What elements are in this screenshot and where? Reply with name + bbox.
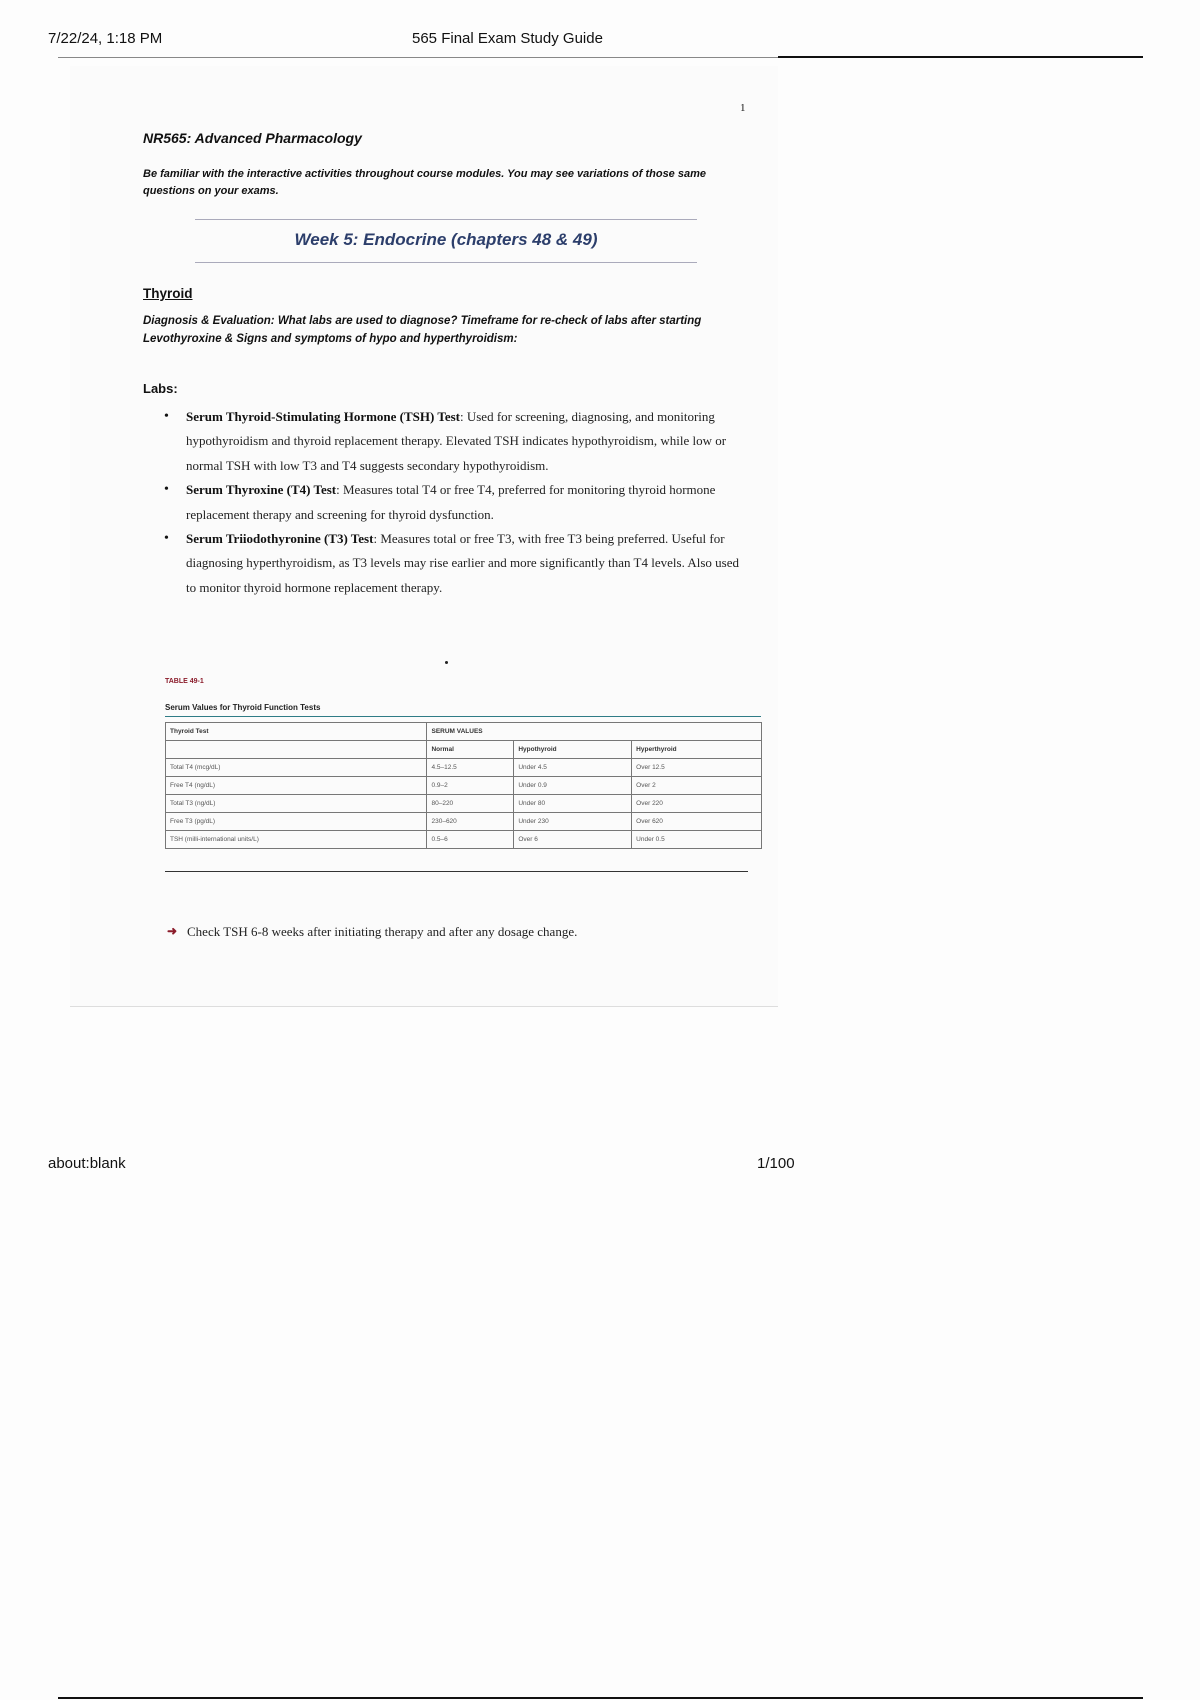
table-header: Thyroid Test	[166, 723, 427, 741]
table-cell: Free T4 (ng/dL)	[166, 777, 427, 795]
table-cell: Under 4.5	[514, 759, 632, 777]
exam-note: Be familiar with the interactive activities throughout course modules. You may see variations of those same questions on your exams.	[143, 168, 706, 197]
course-title: NR565: Advanced Pharmacology	[143, 130, 362, 146]
lab-description: : Used for screening, diagnosing, and monitoring hypothyroidism and thyroid replacement therapy. Elevated TSH indicates hypothyroidism, while low or normal TSH with low T3 and T4 suggests secondary hypothyroidism.	[186, 409, 727, 473]
table-cell: 230–620	[427, 813, 514, 831]
table-label: TABLE 49-1	[165, 678, 204, 685]
print-datetime: 7/22/24, 1:18 PM	[48, 30, 163, 47]
table-cell: Under 80	[514, 795, 632, 813]
table-cell: Under 0.9	[514, 777, 632, 795]
lab-description: : Measures total T4 or free T4, preferred for monitoring thyroid hormone replacement therapy and screening for thyroid dysfunction.	[186, 482, 716, 522]
lab-term: Serum Thyroxine (T4) Test	[186, 482, 337, 498]
week-heading: Week 5: Endocrine (chapters 48 & 49)	[294, 230, 598, 249]
footer-divider	[58, 1697, 1143, 1699]
list-item	[160, 405, 750, 478]
table-row	[166, 795, 762, 813]
table-row	[166, 831, 762, 849]
table-cell: Over 220	[632, 795, 762, 813]
table-cell: 80–220	[427, 795, 514, 813]
table-cell: 4.5–12.5	[427, 759, 514, 777]
print-url: about:blank	[48, 1155, 126, 1172]
table-cell: Total T3 (ng/dL)	[166, 795, 427, 813]
labs-list	[160, 405, 750, 600]
table-row	[166, 759, 762, 777]
table-title-rule	[165, 716, 761, 717]
stray-dot	[445, 661, 448, 664]
table-cell: Over 620	[632, 813, 762, 831]
table-row	[166, 723, 762, 741]
table-bottom-rule	[165, 871, 748, 872]
list-item	[160, 478, 750, 527]
table-row	[166, 741, 762, 759]
table-cell: 0.5–6	[427, 831, 514, 849]
arrow-bullet-icon: ➜	[167, 924, 178, 938]
table-row	[166, 813, 762, 831]
lab-term: Serum Thyroid-Stimulating Hormone (TSH) Test	[186, 409, 460, 424]
recheck-note: Check TSH 6-8 weeks after initiating therapy and after any dosage change.	[187, 924, 578, 939]
table-cell: Under 0.5	[632, 831, 762, 849]
table-cell: 0.9–2	[427, 777, 514, 795]
study-question: Diagnosis & Evaluation: What labs are used to diagnose? Timeframe for re-check of labs after starting Levothyroxine & Signs and symptoms of hypo and hyperthyroidism:	[143, 315, 702, 345]
table-header: Hyperthyroid	[632, 741, 762, 759]
table-cell: Over 6	[514, 831, 632, 849]
thyroid-values-table	[165, 722, 762, 849]
print-page-title: 565 Final Exam Study Guide	[412, 30, 603, 47]
header-divider-thick	[778, 56, 1143, 58]
list-item	[160, 527, 750, 600]
table-cell: TSH (milli-international units/L)	[166, 831, 427, 849]
table-header: Normal	[427, 741, 514, 759]
document-page-edge	[70, 1006, 778, 1007]
print-page-count: 1/100	[757, 1155, 795, 1172]
table-title: Serum Values for Thyroid Function Tests	[165, 703, 321, 712]
table-row	[166, 777, 762, 795]
page-number: 1	[740, 102, 746, 114]
week-rule-top	[195, 219, 697, 220]
table-cell: Over 2	[632, 777, 762, 795]
table-cell: Over 12.5	[632, 759, 762, 777]
lab-description: : Measures total or free T3, with free T3 being preferred. Useful for diagnosing hyperthyroidism, as T3 levels may rise earlier and more significantly than T4 levels. Also used to monitor thyroid hormone replacement therapy.	[186, 531, 739, 595]
table-cell: Total T4 (mcg/dL)	[166, 759, 427, 777]
table-cell: Under 230	[514, 813, 632, 831]
week-rule-bottom	[195, 262, 697, 263]
table-cell	[166, 741, 427, 759]
lab-term: Serum Triiodothyronine (T3) Test	[186, 531, 374, 547]
table-cell: Free T3 (pg/dL)	[166, 813, 427, 831]
table-header: Hypothyroid	[514, 741, 632, 759]
table-header: SERUM VALUES	[427, 723, 762, 741]
topic-heading: Thyroid	[143, 286, 193, 301]
labs-heading: Labs:	[143, 381, 178, 396]
